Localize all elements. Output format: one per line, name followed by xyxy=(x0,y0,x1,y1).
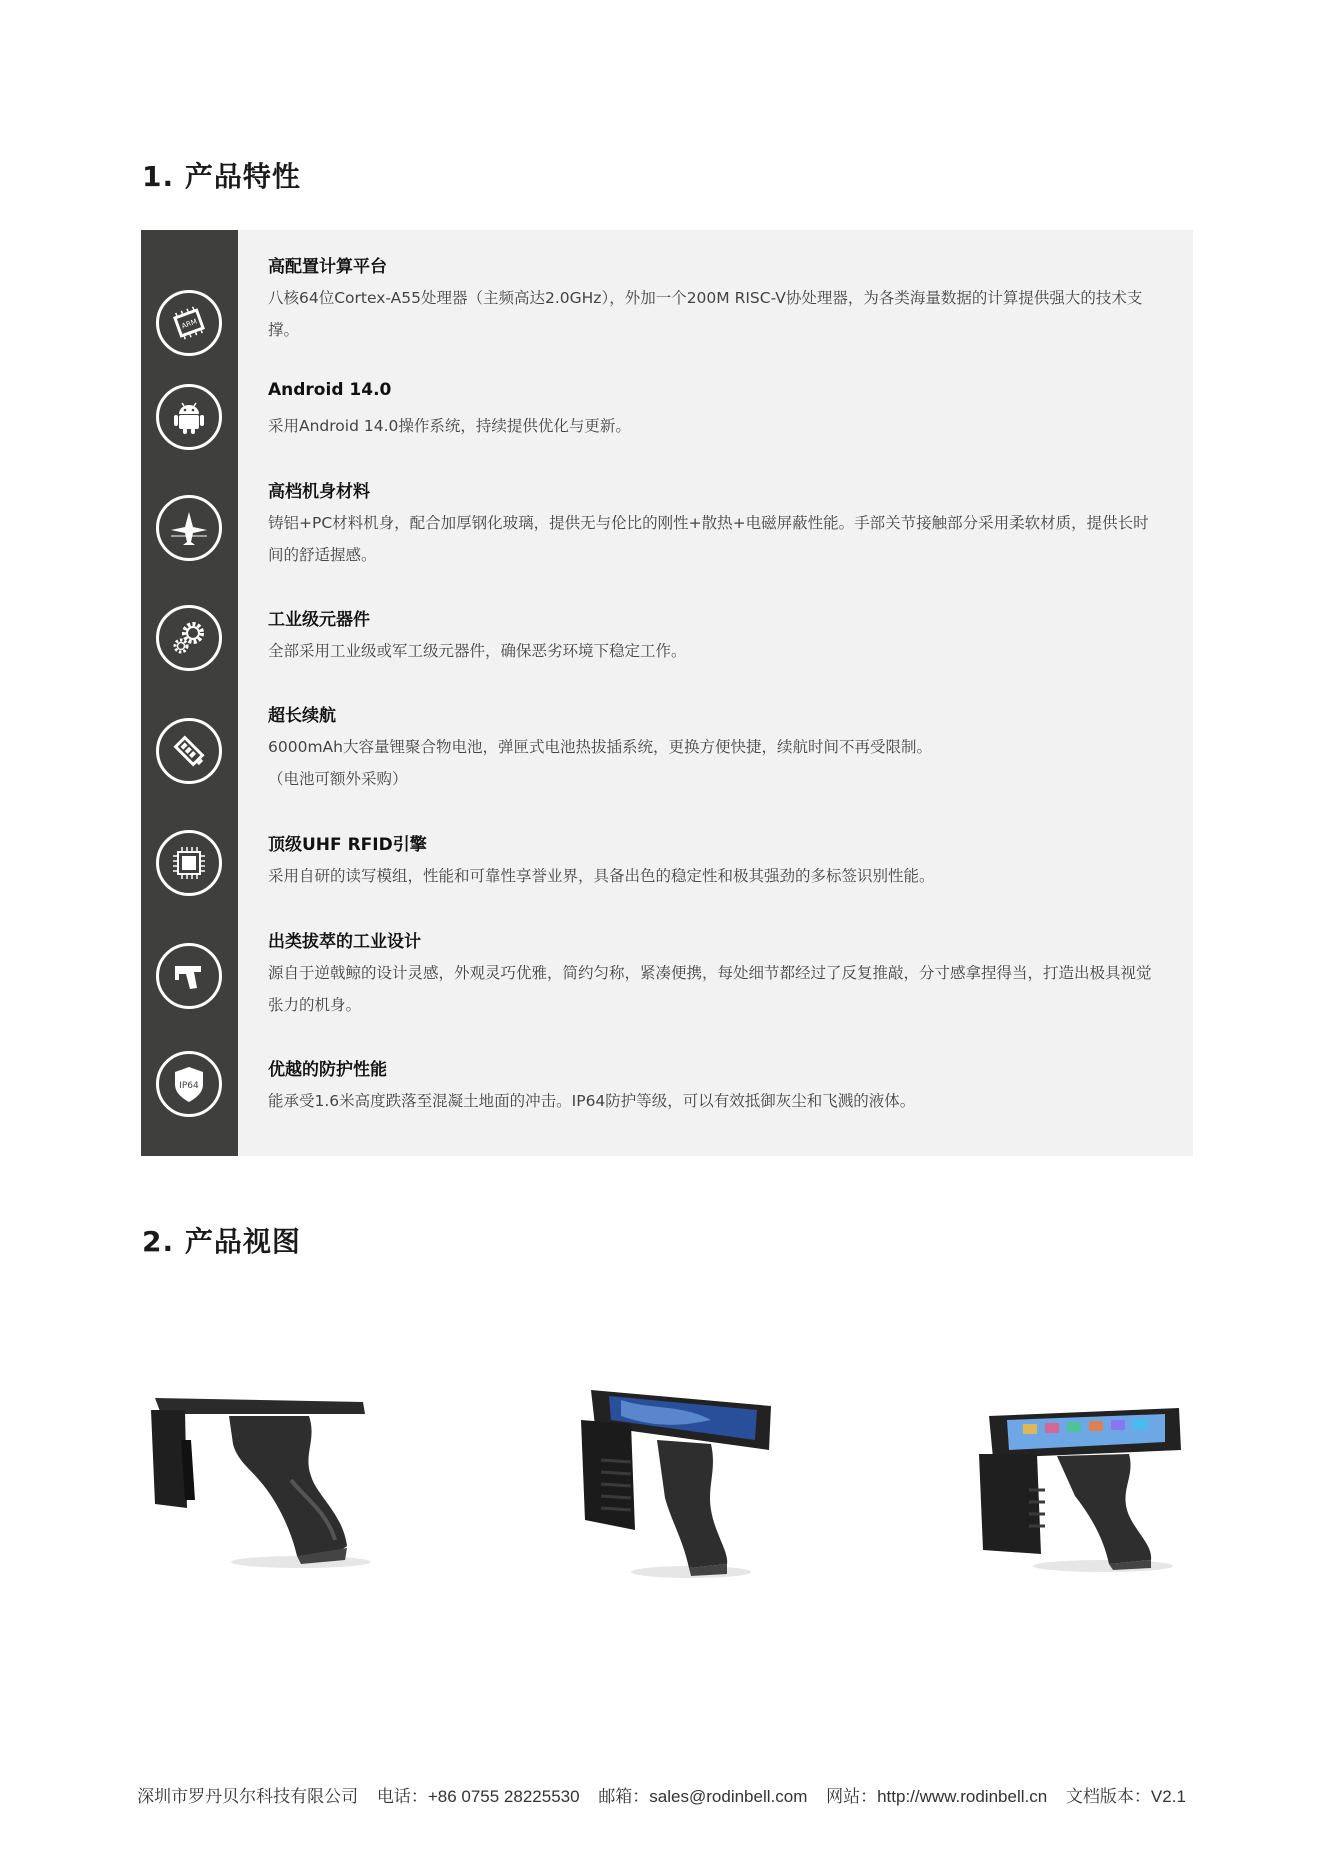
battery-note: （电池可额外采购） xyxy=(268,770,408,788)
product-image-rear-angle-view xyxy=(953,1380,1213,1620)
footer-company: 深圳市罗丹贝尔科技有限公司 xyxy=(137,1787,359,1806)
feature-description: 能承受1.6米高度跌落至混凝土地面的冲击。IP64防护等级，可以有效抵御灰尘和飞溅的液体。 xyxy=(268,1092,916,1110)
chip-icon xyxy=(156,830,222,896)
product-image-side-view xyxy=(141,1380,401,1620)
feature-title: 出类拔萃的工业设计 xyxy=(268,932,421,952)
ip64-label: IP64 xyxy=(179,1081,199,1091)
airplane-icon xyxy=(156,495,222,561)
footer-version: 文档版本：V2.1 xyxy=(1065,1787,1186,1806)
gun-grip-icon xyxy=(156,943,222,1009)
arm-label: ARM xyxy=(180,317,199,331)
feature-description-text: 6000mAh大容量锂聚合物电池，弹匣式电池热拔插系统，更换方便快捷，续航时间不再受限制。 xyxy=(268,738,932,756)
footer-email[interactable]: 邮箱：sales@rodinbell.com xyxy=(598,1787,808,1806)
feature-description xyxy=(268,731,1158,795)
footer xyxy=(0,1782,1323,1807)
android-icon xyxy=(156,384,222,450)
footer-website[interactable]: 网站：http://www.rodinbell.cn xyxy=(826,1787,1048,1806)
feature-title: 工业级元器件 xyxy=(268,610,370,630)
feature-description: 采用自研的读写模组，性能和可靠性享誉业界，具备出色的稳定性和极其强劲的多标签识别性能。 xyxy=(268,867,935,885)
feature-description: 采用Android 14.0操作系统，持续提供优化与更新。 xyxy=(268,417,631,435)
product-image-front-angle-view xyxy=(561,1380,821,1620)
feature-description: 铸铝+PC材料机身，配合加厚钢化玻璃，提供无与伦比的刚性+散热+电磁屏蔽性能。手部关节接触部分采用柔软材质，提供长时间的舒适握感。 xyxy=(268,514,1149,564)
feature-description: 源自于逆戟鲸的设计灵感，外观灵巧优雅，简约匀称，紧凑便携，每处细节都经过了反复推敲，分寸感拿捏得当，打造出极具视觉张力的机身。 xyxy=(268,964,1152,1014)
feature-description: 全部采用工业级或军工级元器件，确保恶劣环境下稳定工作。 xyxy=(268,642,687,660)
section-title-product-views: 2. 产品视图 xyxy=(142,1225,301,1258)
feature-title: 超长续航 xyxy=(268,706,336,726)
shield-ip64-icon xyxy=(156,1051,222,1117)
section-title-features: 1. 产品特性 xyxy=(142,160,301,193)
cpu-arm-icon xyxy=(156,290,222,356)
icon-strip xyxy=(141,230,238,1156)
product-views xyxy=(141,1380,1193,1620)
features-panel xyxy=(141,230,1193,1156)
feature-description: 八核64位Cortex-A55处理器（主频高达2.0GHz），外加一个200M RISC-V协处理器，为各类海量数据的计算提供强大的技术支撑。 xyxy=(268,289,1143,339)
feature-title: Android 14.0 xyxy=(268,380,392,400)
gears-icon xyxy=(156,605,222,671)
battery-icon xyxy=(156,718,222,784)
feature-title: 顶级UHF RFID引擎 xyxy=(268,835,427,855)
feature-title: 高档机身材料 xyxy=(268,482,370,502)
feature-title: 优越的防护性能 xyxy=(268,1060,387,1080)
feature-title: 高配置计算平台 xyxy=(268,257,387,277)
footer-phone: 电话：+86 0755 28225530 xyxy=(376,1787,580,1806)
